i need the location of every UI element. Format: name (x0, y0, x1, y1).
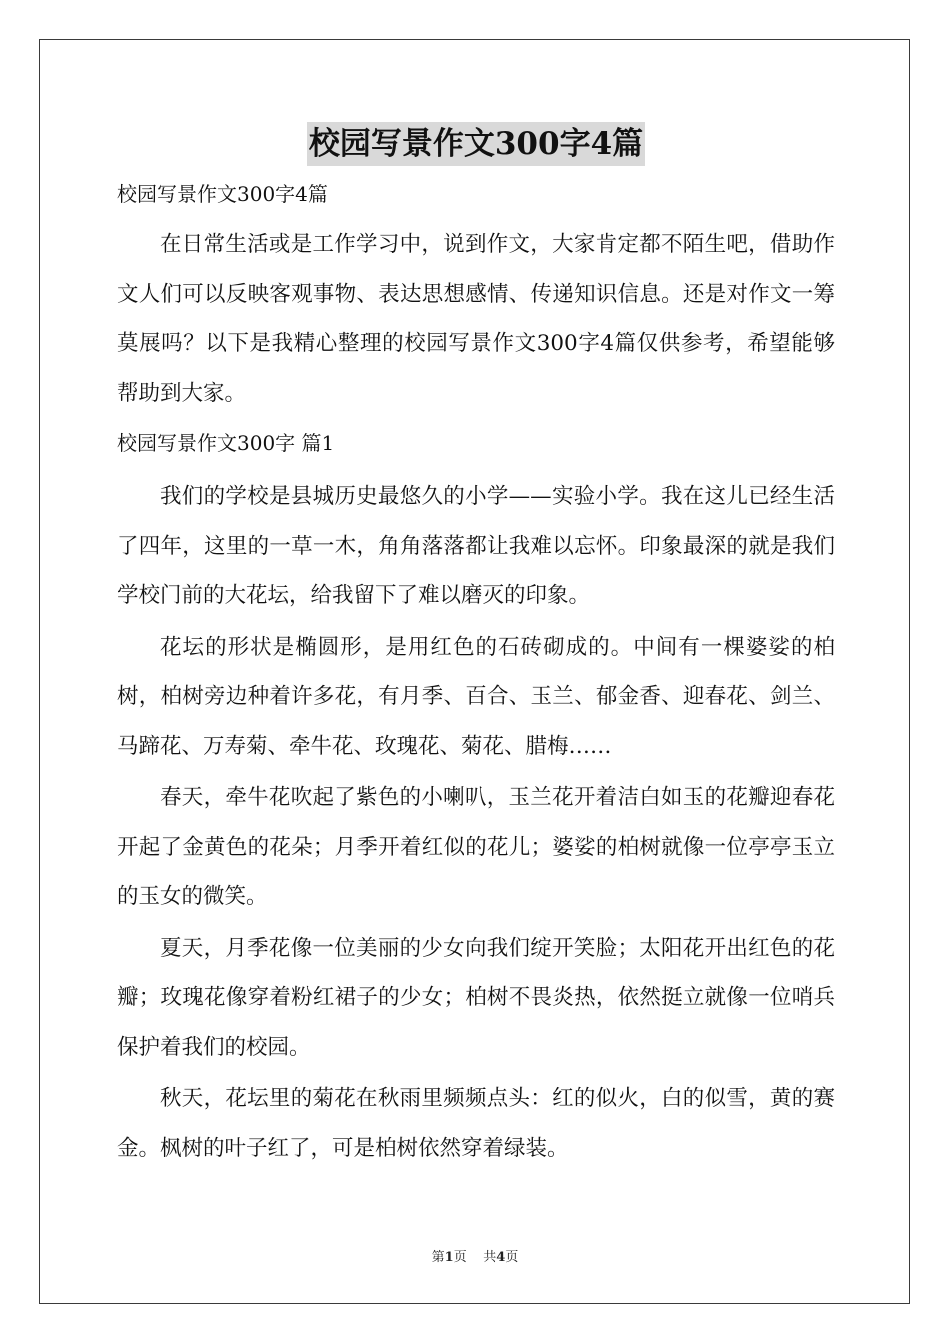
total-suffix: 页 (505, 1250, 519, 1265)
page-suffix: 页 (453, 1250, 467, 1265)
paragraph-1: 我们的学校是县城历史最悠久的小学——实验小学。我在这儿已经生活了四年，这里的一草一木，角角落落都让我难以忘怀。印象最深的就是我们学校门前的大花坛，给我留下了难以磨灭的印象。 (117, 484, 835, 608)
paragraph-2: 花坛的形状是椭圆形，是用红色的石砖砌成的。中间有一棵婆娑的柏树，柏树旁边种着许多花，有月季、百合、玉兰、郁金香、迎春花、剑兰、马蹄花、万寿菊、牵牛花、玫瑰花、菊花、腊梅…… (117, 634, 835, 759)
page-footer (0, 1246, 950, 1265)
paragraph-3: 春天，牵牛花吹起了紫色的小喇叭，玉兰花开着洁白如玉的花瓣迎春花开起了金黄色的花朵；月季开着红似的花儿；婆娑的柏树就像一位亭亭玉立的玉女的微笑。 (117, 785, 835, 909)
total-prefix: 共 (483, 1250, 497, 1265)
document-subtitle: 校园写景作文300字4篇 (117, 182, 328, 206)
intro-paragraph: 在日常生活或是工作学习中，说到作文，大家肯定都不陌生吧，借助作文人们可以反映客观事物、表达思想感情、传递知识信息。还是对作文一筹莫展吗？以下是我精心整理的校园写景作文300字4篇仅供参考，希望能够帮助到大家。 (117, 232, 835, 406)
section-heading: 校园写景作文300字 篇1 (117, 431, 335, 455)
document-body (117, 122, 835, 1173)
page-prefix: 第 (431, 1250, 445, 1265)
page-total: 4 (496, 1250, 506, 1265)
page-current: 1 (444, 1250, 454, 1265)
paragraph-4: 夏天，月季花像一位美丽的少女向我们绽开笑脸；太阳花开出红色的花瓣；玫瑰花像穿着粉红裙子的少女；柏树不畏炎热，依然挺立就像一位哨兵保护着我们的校园。 (117, 935, 835, 1060)
paragraph-5: 秋天，花坛里的菊花在秋雨里频频点头：红的似火，白的似雪，黄的赛金。枫树的叶子红了，可是柏树依然穿着绿装。 (117, 1086, 835, 1161)
title-container (117, 122, 835, 180)
document-title: 校园写景作文300字4篇 (307, 122, 645, 166)
